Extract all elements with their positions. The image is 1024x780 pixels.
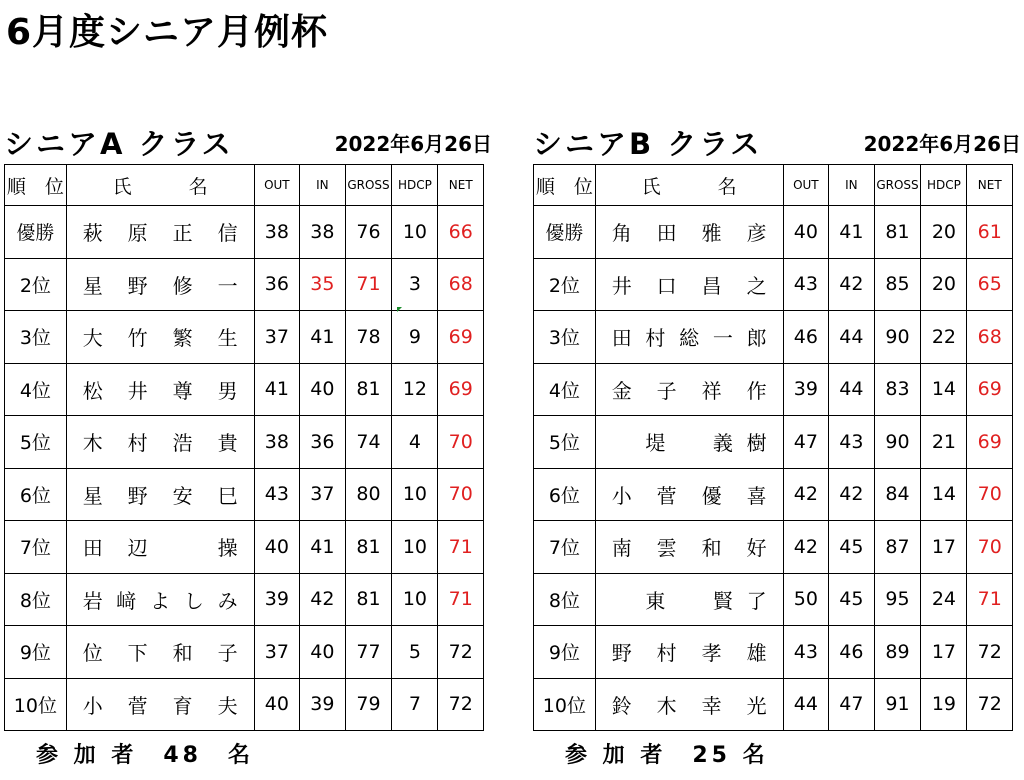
out-cell: 37 bbox=[254, 311, 300, 364]
class-a-results-table bbox=[4, 164, 484, 731]
net-cell: 72 bbox=[438, 678, 484, 731]
in-cell: 40 bbox=[300, 363, 345, 416]
table-row bbox=[534, 521, 1013, 574]
net-cell: 69 bbox=[967, 363, 1013, 416]
in-cell: 42 bbox=[829, 258, 874, 311]
in-cell: 36 bbox=[300, 416, 345, 469]
header-hdcp: HDCP bbox=[921, 165, 967, 206]
net-cell: 72 bbox=[967, 626, 1013, 679]
hdcp-cell: 19 bbox=[921, 678, 967, 731]
table-row bbox=[534, 311, 1013, 364]
net-cell: 70 bbox=[967, 468, 1013, 521]
table-row bbox=[5, 363, 484, 416]
name-cell: 萩原正信 bbox=[66, 206, 254, 259]
in-cell: 43 bbox=[829, 416, 874, 469]
cell-comment-marker bbox=[397, 307, 402, 312]
table-row bbox=[5, 626, 484, 679]
name-cell: 木村浩貴 bbox=[66, 416, 254, 469]
rank-cell: 4位 bbox=[534, 363, 596, 416]
gross-cell: 79 bbox=[345, 678, 392, 731]
net-cell: 69 bbox=[967, 416, 1013, 469]
rank-cell: 7位 bbox=[5, 521, 67, 574]
name-cell: 金子祥作 bbox=[595, 363, 783, 416]
rank-cell: 6位 bbox=[5, 468, 67, 521]
out-cell: 50 bbox=[783, 573, 829, 626]
in-cell: 40 bbox=[300, 626, 345, 679]
name-cell: 小菅優喜 bbox=[595, 468, 783, 521]
name-cell: 小菅育夫 bbox=[66, 678, 254, 731]
table-row bbox=[534, 416, 1013, 469]
net-cell: 70 bbox=[438, 468, 484, 521]
rank-cell: 優勝 bbox=[5, 206, 67, 259]
hdcp-cell: 3 bbox=[392, 258, 438, 311]
hdcp-cell: 17 bbox=[921, 626, 967, 679]
table-row bbox=[5, 416, 484, 469]
header-in: IN bbox=[829, 165, 874, 206]
in-cell: 42 bbox=[300, 573, 345, 626]
rank-cell: 6位 bbox=[534, 468, 596, 521]
out-cell: 47 bbox=[783, 416, 829, 469]
class-a-title: シニアA クラス bbox=[4, 127, 234, 161]
out-cell: 46 bbox=[783, 311, 829, 364]
table-row bbox=[5, 206, 484, 259]
table-row bbox=[534, 626, 1013, 679]
out-cell: 43 bbox=[783, 626, 829, 679]
gross-cell: 76 bbox=[345, 206, 392, 259]
out-cell: 41 bbox=[254, 363, 300, 416]
hdcp-cell: 21 bbox=[921, 416, 967, 469]
name-cell: 井口昌之 bbox=[595, 258, 783, 311]
gross-cell: 81 bbox=[345, 573, 392, 626]
table-row bbox=[534, 678, 1013, 731]
table-row bbox=[534, 468, 1013, 521]
table-row bbox=[534, 206, 1013, 259]
in-cell: 38 bbox=[300, 206, 345, 259]
net-cell: 65 bbox=[967, 258, 1013, 311]
name-cell: 鈴木幸光 bbox=[595, 678, 783, 731]
rank-cell: 3位 bbox=[534, 311, 596, 364]
out-cell: 40 bbox=[783, 206, 829, 259]
rank-cell: 9位 bbox=[5, 626, 67, 679]
gross-cell: 89 bbox=[874, 626, 921, 679]
rank-cell: 優勝 bbox=[534, 206, 596, 259]
hdcp-cell: 20 bbox=[921, 206, 967, 259]
out-cell: 36 bbox=[254, 258, 300, 311]
class-b-date: 2022年6月26日 bbox=[863, 132, 1021, 156]
net-cell: 69 bbox=[438, 311, 484, 364]
name-cell: 角田雅彦 bbox=[595, 206, 783, 259]
rank-cell: 10位 bbox=[534, 678, 596, 731]
name-cell: 南雲和好 bbox=[595, 521, 783, 574]
header-name: 氏 名 bbox=[66, 165, 254, 206]
header-rank: 順 位 bbox=[5, 165, 67, 206]
table-row bbox=[534, 363, 1013, 416]
table-row bbox=[5, 311, 484, 364]
out-cell: 38 bbox=[254, 206, 300, 259]
hdcp-cell: 17 bbox=[921, 521, 967, 574]
hdcp-cell: 10 bbox=[392, 521, 438, 574]
rank-cell: 8位 bbox=[5, 573, 67, 626]
name-cell: 大竹繁生 bbox=[66, 311, 254, 364]
header-out: OUT bbox=[783, 165, 829, 206]
net-cell: 71 bbox=[438, 573, 484, 626]
name-cell: 堤 義樹 bbox=[595, 416, 783, 469]
hdcp-cell: 24 bbox=[921, 573, 967, 626]
header-in: IN bbox=[300, 165, 345, 206]
in-cell: 39 bbox=[300, 678, 345, 731]
in-cell: 35 bbox=[300, 258, 345, 311]
in-cell: 44 bbox=[829, 311, 874, 364]
hdcp-cell: 10 bbox=[392, 573, 438, 626]
gross-cell: 85 bbox=[874, 258, 921, 311]
hdcp-cell: 14 bbox=[921, 468, 967, 521]
gross-cell: 81 bbox=[345, 363, 392, 416]
out-cell: 43 bbox=[783, 258, 829, 311]
out-cell: 44 bbox=[783, 678, 829, 731]
hdcp-cell: 10 bbox=[392, 206, 438, 259]
gross-cell: 91 bbox=[874, 678, 921, 731]
out-cell: 43 bbox=[254, 468, 300, 521]
out-cell: 42 bbox=[783, 521, 829, 574]
class-a-date: 2022年6月26日 bbox=[334, 132, 492, 156]
net-cell: 70 bbox=[967, 521, 1013, 574]
class-b-title: シニアB クラス bbox=[533, 127, 763, 161]
rank-cell: 4位 bbox=[5, 363, 67, 416]
out-cell: 40 bbox=[254, 678, 300, 731]
out-cell: 39 bbox=[254, 573, 300, 626]
rank-cell: 5位 bbox=[5, 416, 67, 469]
net-cell: 68 bbox=[438, 258, 484, 311]
out-cell: 38 bbox=[254, 416, 300, 469]
net-cell: 71 bbox=[967, 573, 1013, 626]
hdcp-cell: 5 bbox=[392, 626, 438, 679]
in-cell: 44 bbox=[829, 363, 874, 416]
in-cell: 42 bbox=[829, 468, 874, 521]
class-b-participants: 参 加 者 25 名 bbox=[565, 743, 769, 768]
header-gross: GROSS bbox=[345, 165, 392, 206]
gross-cell: 90 bbox=[874, 416, 921, 469]
gross-cell: 87 bbox=[874, 521, 921, 574]
name-cell: 松井尊男 bbox=[66, 363, 254, 416]
page-title: 6月度シニア月例杯 bbox=[6, 12, 329, 53]
hdcp-cell: 22 bbox=[921, 311, 967, 364]
table-row bbox=[5, 521, 484, 574]
class-b-results-table bbox=[533, 164, 1013, 731]
gross-cell: 95 bbox=[874, 573, 921, 626]
out-cell: 42 bbox=[783, 468, 829, 521]
hdcp-cell: 9 bbox=[392, 311, 438, 364]
gross-cell: 78 bbox=[345, 311, 392, 364]
rank-cell: 5位 bbox=[534, 416, 596, 469]
header-out: OUT bbox=[254, 165, 300, 206]
out-cell: 37 bbox=[254, 626, 300, 679]
hdcp-cell: 10 bbox=[392, 468, 438, 521]
out-cell: 39 bbox=[783, 363, 829, 416]
rank-cell: 2位 bbox=[534, 258, 596, 311]
header-name: 氏 名 bbox=[595, 165, 783, 206]
gross-cell: 81 bbox=[874, 206, 921, 259]
name-cell: 位下和子 bbox=[66, 626, 254, 679]
table-row bbox=[5, 573, 484, 626]
header-gross: GROSS bbox=[874, 165, 921, 206]
name-cell: 野村孝雄 bbox=[595, 626, 783, 679]
rank-cell: 3位 bbox=[5, 311, 67, 364]
net-cell: 68 bbox=[967, 311, 1013, 364]
header-net: NET bbox=[967, 165, 1013, 206]
rank-cell: 8位 bbox=[534, 573, 596, 626]
header-net: NET bbox=[438, 165, 484, 206]
table-header-row bbox=[5, 165, 484, 206]
in-cell: 41 bbox=[829, 206, 874, 259]
out-cell: 40 bbox=[254, 521, 300, 574]
hdcp-cell: 14 bbox=[921, 363, 967, 416]
name-cell: 岩﨑よしみ bbox=[66, 573, 254, 626]
gross-cell: 81 bbox=[345, 521, 392, 574]
rank-cell: 2位 bbox=[5, 258, 67, 311]
table-row bbox=[534, 258, 1013, 311]
in-cell: 41 bbox=[300, 521, 345, 574]
name-cell: 田辺 操 bbox=[66, 521, 254, 574]
table-row bbox=[5, 468, 484, 521]
net-cell: 61 bbox=[967, 206, 1013, 259]
name-cell: 東 賢了 bbox=[595, 573, 783, 626]
table-header-row bbox=[534, 165, 1013, 206]
hdcp-cell: 12 bbox=[392, 363, 438, 416]
in-cell: 41 bbox=[300, 311, 345, 364]
net-cell: 72 bbox=[438, 626, 484, 679]
in-cell: 45 bbox=[829, 573, 874, 626]
table-row bbox=[534, 573, 1013, 626]
rank-cell: 10位 bbox=[5, 678, 67, 731]
name-cell: 星野安巳 bbox=[66, 468, 254, 521]
in-cell: 46 bbox=[829, 626, 874, 679]
gross-cell: 83 bbox=[874, 363, 921, 416]
net-cell: 66 bbox=[438, 206, 484, 259]
net-cell: 71 bbox=[438, 521, 484, 574]
name-cell: 田村総一郎 bbox=[595, 311, 783, 364]
in-cell: 47 bbox=[829, 678, 874, 731]
hdcp-cell: 20 bbox=[921, 258, 967, 311]
header-rank: 順 位 bbox=[534, 165, 596, 206]
class-a-participants: 参 加 者 48 名 bbox=[36, 743, 254, 768]
gross-cell: 84 bbox=[874, 468, 921, 521]
rank-cell: 9位 bbox=[534, 626, 596, 679]
net-cell: 72 bbox=[967, 678, 1013, 731]
header-hdcp: HDCP bbox=[392, 165, 438, 206]
table-row bbox=[5, 258, 484, 311]
rank-cell: 7位 bbox=[534, 521, 596, 574]
net-cell: 69 bbox=[438, 363, 484, 416]
gross-cell: 90 bbox=[874, 311, 921, 364]
hdcp-cell: 4 bbox=[392, 416, 438, 469]
name-cell: 星野修一 bbox=[66, 258, 254, 311]
gross-cell: 74 bbox=[345, 416, 392, 469]
in-cell: 45 bbox=[829, 521, 874, 574]
table-row bbox=[5, 678, 484, 731]
gross-cell: 80 bbox=[345, 468, 392, 521]
hdcp-cell: 7 bbox=[392, 678, 438, 731]
gross-cell: 77 bbox=[345, 626, 392, 679]
net-cell: 70 bbox=[438, 416, 484, 469]
in-cell: 37 bbox=[300, 468, 345, 521]
gross-cell: 71 bbox=[345, 258, 392, 311]
